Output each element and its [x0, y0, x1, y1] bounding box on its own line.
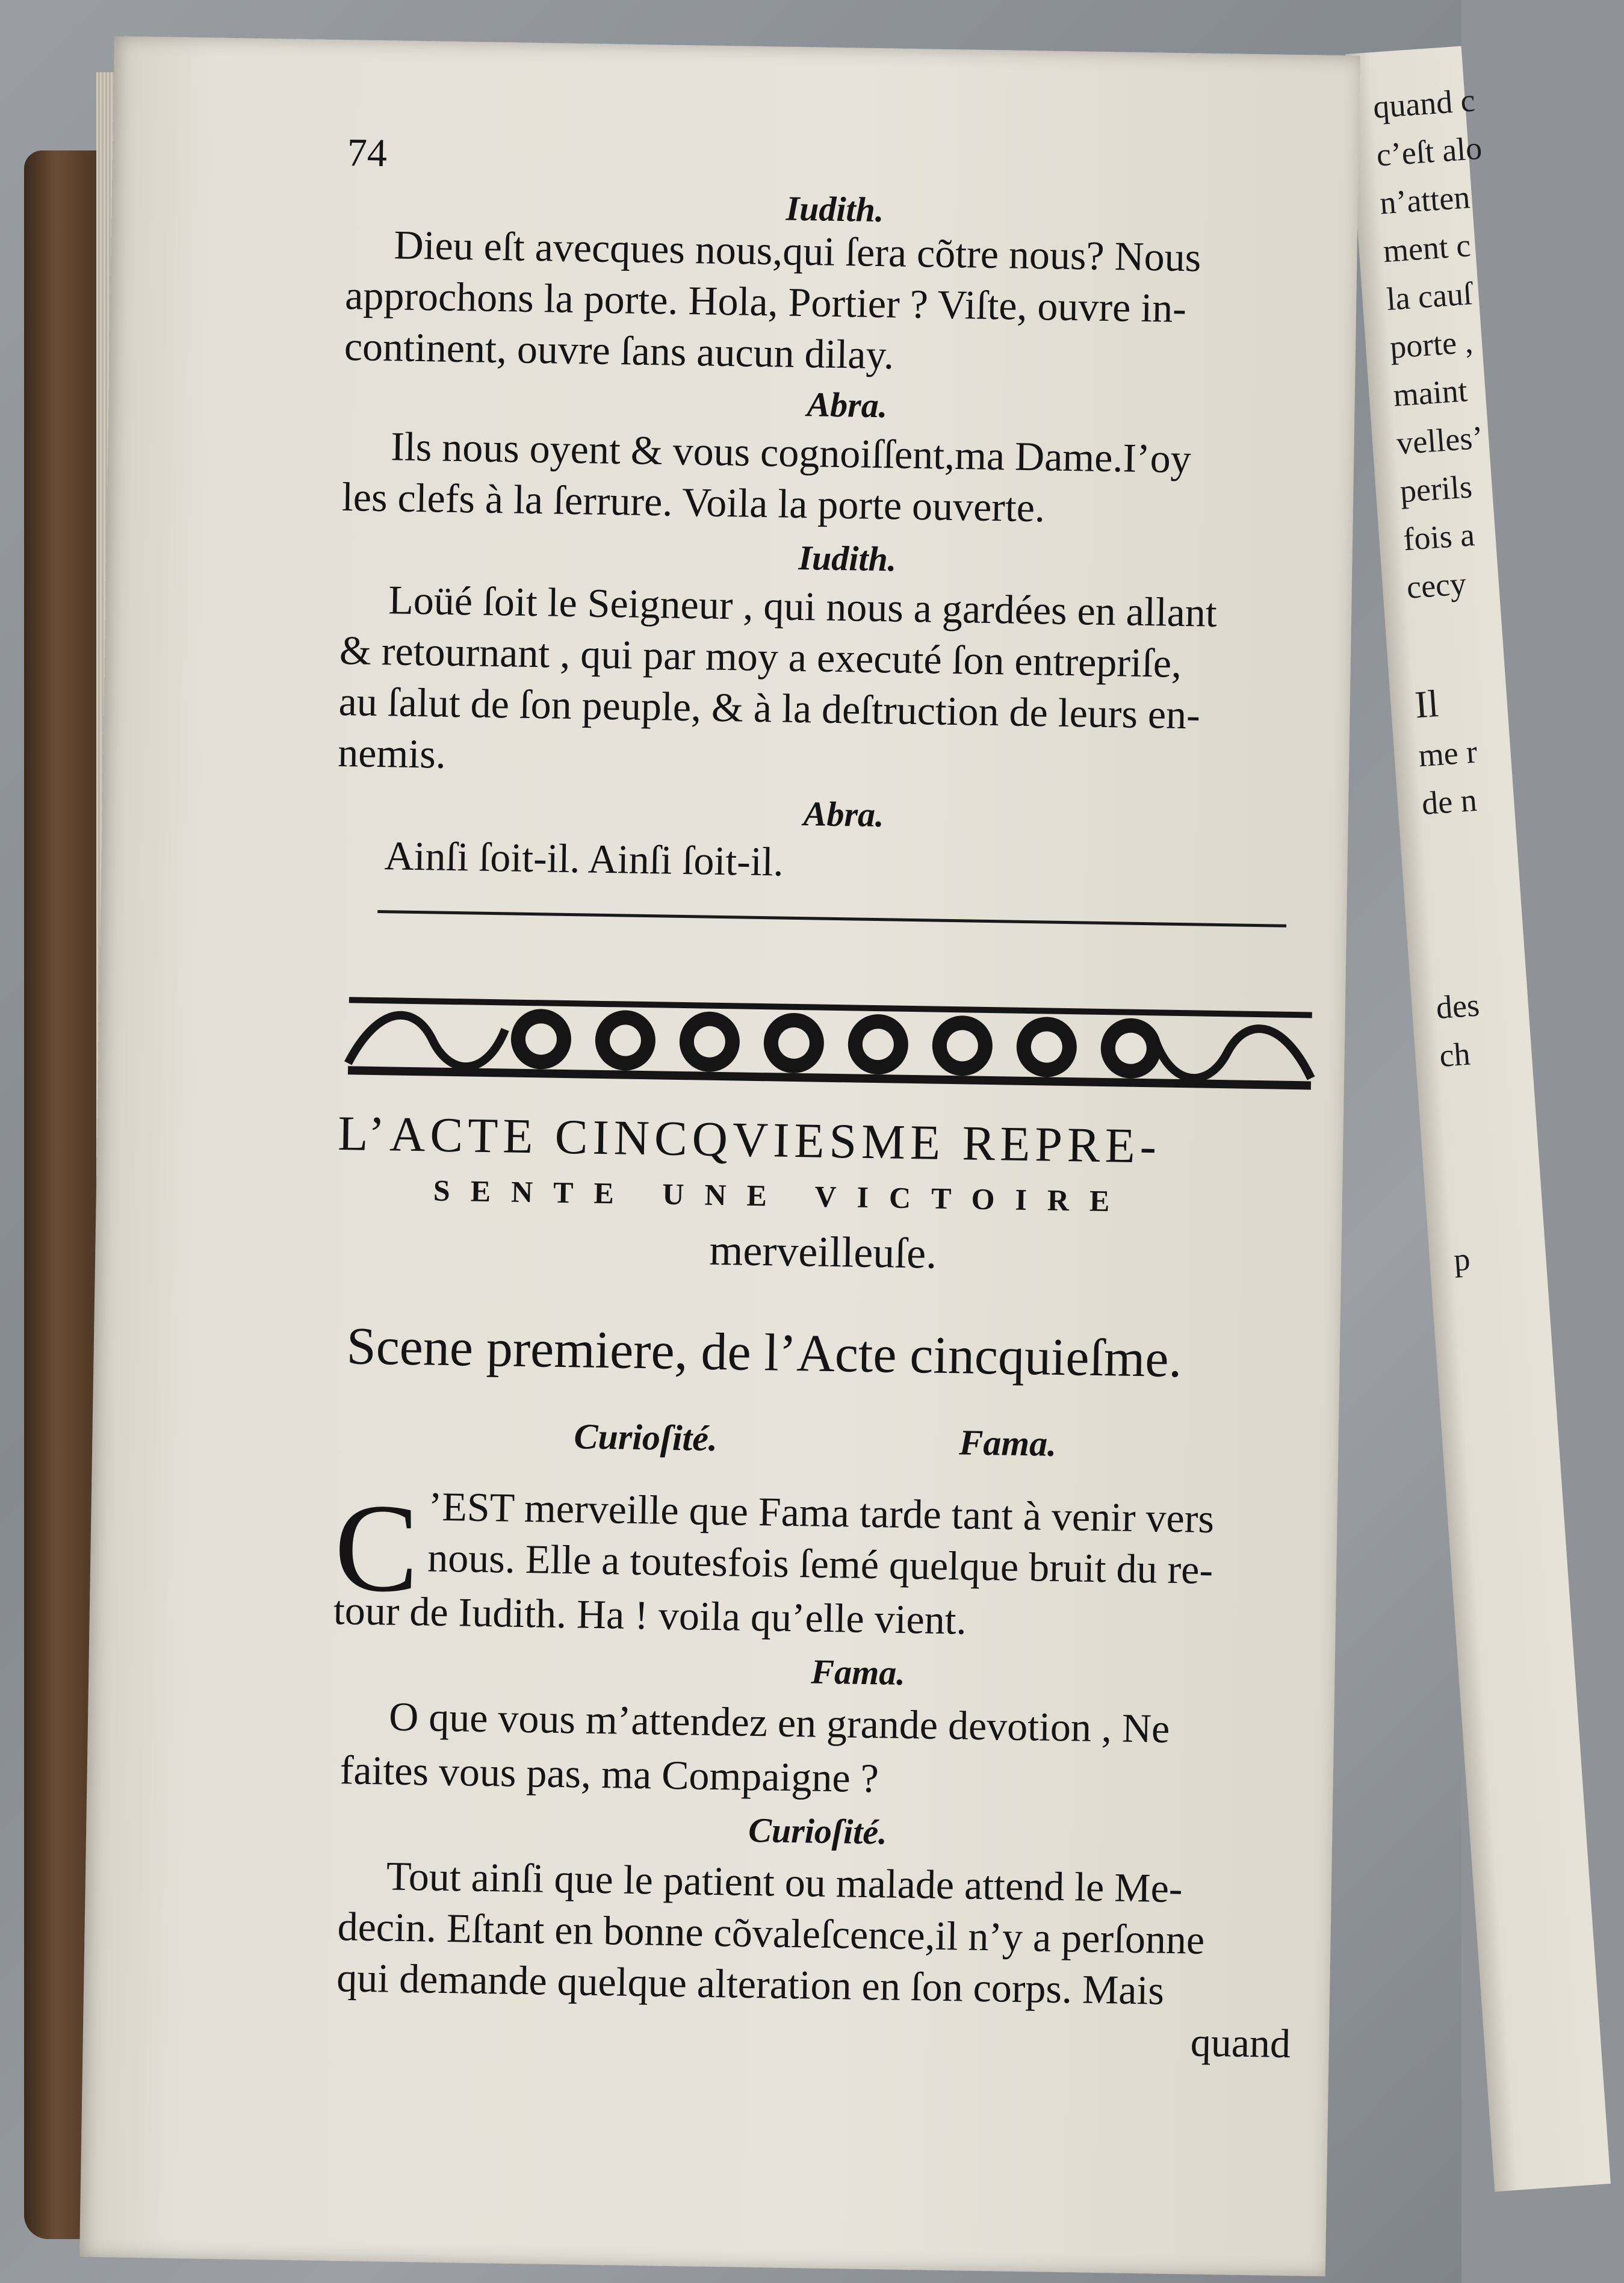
act-title: SENTE UNE VICTOIRE — [433, 1173, 1130, 1218]
facing-line: ch — [1438, 1035, 1472, 1074]
facing-line: perils — [1398, 468, 1474, 510]
text-line: les clefs à la ſerrure. Voila la porte ouverte. — [341, 474, 1046, 531]
text-line: nemis. — [337, 729, 447, 777]
text-line: Dieu eſt avecques nous,qui ſera cõtre nous? Nous — [394, 221, 1201, 280]
facing-line: porte , — [1389, 323, 1474, 365]
text-line: qui demande quelque alteration en ſon corps. Mais — [336, 1954, 1165, 2013]
facing-line: maint — [1392, 372, 1469, 414]
speaker-label: Fama. — [810, 1652, 906, 1693]
speaker-label: Curioſité. — [574, 1416, 718, 1459]
speaker-label: Curioſité. — [748, 1810, 888, 1852]
text-line: continent, ouvre ſans aucun dilay. — [344, 323, 894, 378]
facing-line: la cauſ — [1385, 275, 1474, 318]
act-title: merveilleuſe. — [708, 1225, 937, 1278]
speaker-label: Fama. — [958, 1422, 1057, 1464]
speaker-label: Iudith. — [786, 188, 884, 230]
facing-line: velles’ — [1395, 419, 1485, 462]
drop-cap: C — [333, 1478, 420, 1619]
text-line: Ainſi ſoit-il. Ainſi ſoit-il. — [384, 832, 784, 885]
facing-line: quand c — [1372, 82, 1477, 125]
facing-line: fois a — [1402, 516, 1476, 558]
facing-line: me r — [1417, 733, 1478, 774]
horizontal-rule — [377, 910, 1286, 928]
text-line: approchons la porte. Hola, Portier ? Viſte, ouvre in- — [344, 272, 1187, 332]
book-page — [79, 36, 1360, 2276]
facing-line: de n — [1421, 781, 1478, 822]
text-line: nous. Elle a toutesfois ſemé quelque bruit du re- — [427, 1534, 1213, 1593]
text-line: tour de Iudith. Ha ! voila qu’elle vient. — [333, 1587, 967, 1643]
facing-line: cecy — [1405, 565, 1467, 606]
text-line: ’EST merveille que Fama tarde tant à venir vers — [428, 1483, 1215, 1541]
speaker-label: Abra. — [807, 385, 888, 426]
facing-line: n’atten — [1378, 179, 1472, 221]
text-line: decin. Eſtant en bonne cõvaleſcence,il n’y a perſonne — [337, 1903, 1205, 1963]
scene-title: Scene premiere, de l’Acte cincquieſme. — [346, 1317, 1183, 1389]
ornamental-border-icon — [342, 991, 1318, 1096]
text-line: Loüé ſoit le Seigneur , qui nous a gardées en allant — [388, 577, 1218, 636]
speaker-label: Iudith. — [798, 537, 897, 579]
facing-line: ment c — [1381, 227, 1472, 270]
catchword: quand — [1190, 2019, 1291, 2067]
facing-line: p — [1452, 1241, 1472, 1278]
text-line: faites vous pas, ma Compaigne ? — [339, 1747, 879, 1801]
facing-line: Il — [1413, 681, 1440, 726]
act-title: L’ACTE CINCQVIESME REPRE- — [337, 1106, 1162, 1174]
facing-line: des — [1434, 987, 1481, 1026]
text-line: Tout ainſi que le patient ou malade attend le Me- — [386, 1853, 1183, 1912]
text-line: O que vous m’attendez en grande devotion , Ne — [388, 1693, 1170, 1752]
page-number: 74 — [347, 131, 388, 176]
facing-line: c’eſt alo — [1375, 129, 1483, 173]
text-line: au ſalut de ſon peuple, & à la deſtruction de leurs en- — [338, 678, 1201, 738]
speaker-label: Abra. — [803, 794, 885, 835]
text-line: & retournant , qui par moy a executé ſon entrepriſe, — [339, 627, 1182, 686]
text-line: Ils nous oyent & vous cognoiſſent,ma Dame.I’oy — [390, 423, 1192, 482]
